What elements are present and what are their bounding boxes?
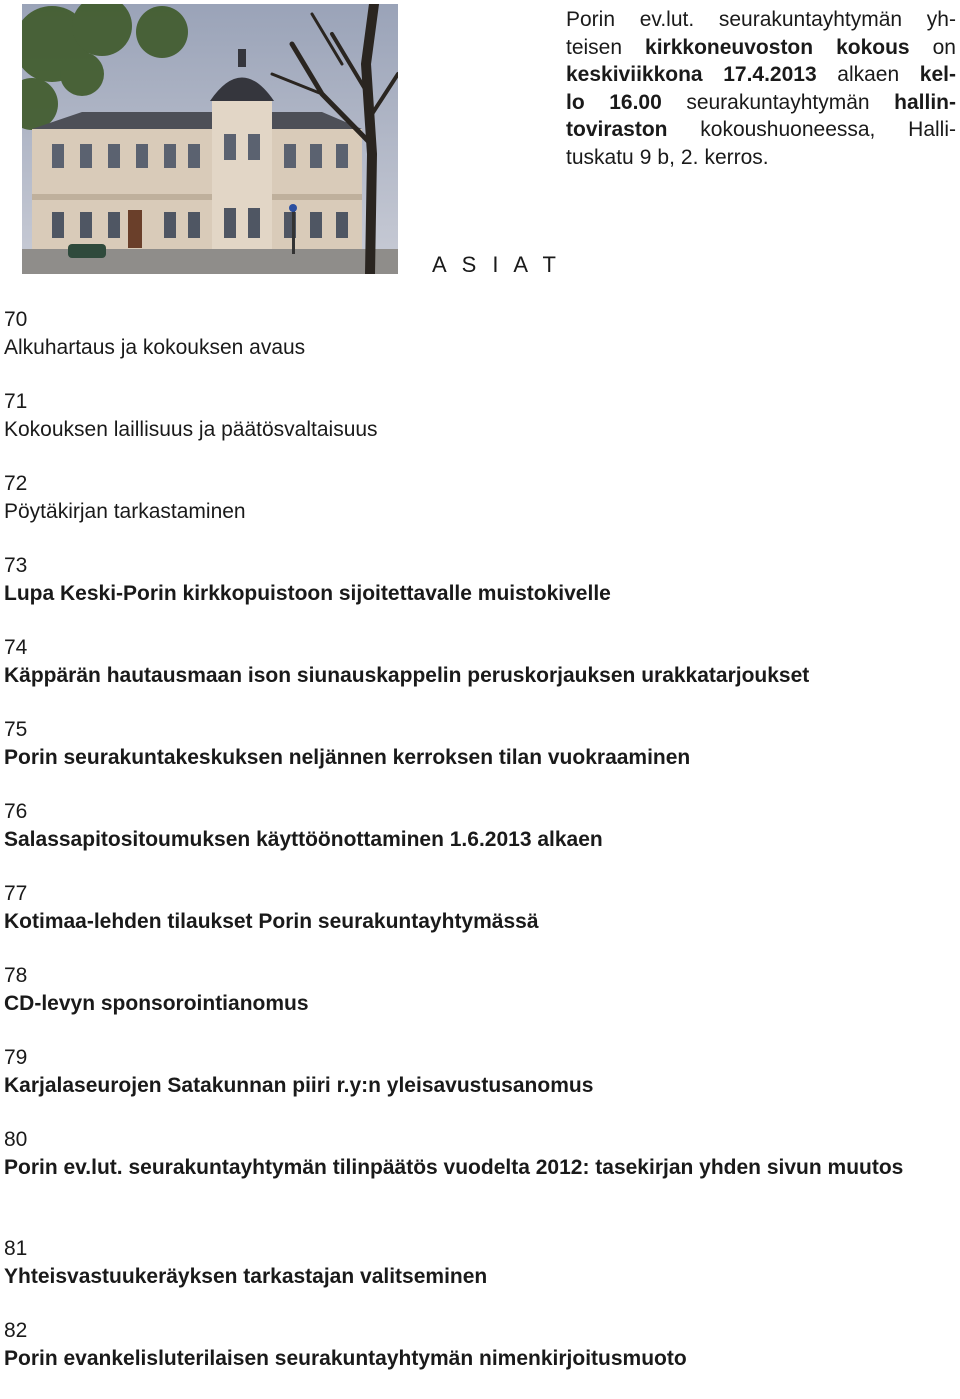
agenda-item-title: Porin evankelisluterilaisen seurakuntayhtymän nimenkirjoitusmuoto <box>4 1346 687 1370</box>
agenda-item <box>4 962 956 1044</box>
announcement-word: kirkkoneuvoston <box>645 35 814 59</box>
agenda-item <box>4 388 956 470</box>
building-illustration <box>22 4 398 274</box>
agenda-item <box>4 1317 956 1399</box>
announcement-word: Halli- <box>908 118 956 141</box>
announcement-line <box>566 144 956 172</box>
announcement-word: 17.4.2013 <box>723 63 817 86</box>
agenda-item-number: 78 <box>4 964 28 987</box>
agenda-item-title: Porin ev.lut. seurakuntayhtymän tilinpäätös vuodelta 2012: tasekirjan yhden sivun muutos <box>4 1155 904 1179</box>
agenda-item-title: Kokouksen laillisuus ja päätösvaltaisuus <box>4 417 378 441</box>
agenda-item-title: Pöytäkirjan tarkastaminen <box>4 499 246 523</box>
announcement-word: toviraston <box>566 118 668 141</box>
announcement-word: teisen <box>566 35 623 59</box>
announcement-line <box>566 89 956 117</box>
agenda-item-number: 75 <box>4 718 28 741</box>
agenda-item-title: Lupa Keski-Porin kirkkopuistoon sijoitettavalle muistokivelle <box>4 581 611 605</box>
agenda-item-number: 76 <box>4 800 28 823</box>
announcement-word: b, <box>657 145 675 169</box>
agenda-item <box>4 1126 956 1235</box>
agenda-item-number: 82 <box>4 1319 28 1342</box>
announcement-word: Porin <box>566 8 616 31</box>
agenda-item-number: 74 <box>4 636 28 659</box>
agenda-item-title: Kotimaa-lehden tilaukset Porin seurakuntayhtymässä <box>4 909 539 933</box>
announcement-word: yh- <box>926 8 956 31</box>
agenda-item-number: 72 <box>4 472 28 495</box>
announcement-word: seurakuntayhtymän <box>718 8 903 31</box>
announcement-word: 2. <box>680 145 699 169</box>
agenda-item <box>4 634 956 716</box>
agenda-item-number: 79 <box>4 1046 28 1069</box>
agenda-item <box>4 306 956 388</box>
announcement-word: seurakuntayhtymän <box>686 90 870 114</box>
agenda-item-number: 81 <box>4 1237 28 1260</box>
announcement-line <box>566 61 956 89</box>
announcement-word: alkaen <box>837 63 900 86</box>
agenda-item-title: Yhteisvastuukeräyksen tarkastajan valitseminen <box>4 1264 488 1288</box>
agenda-item <box>4 1044 956 1126</box>
agenda-item <box>4 880 956 962</box>
agenda-item <box>4 470 956 552</box>
announcement-word: ev.lut. <box>639 8 695 31</box>
meeting-announcement <box>566 6 956 171</box>
announcement-line <box>566 34 956 62</box>
announcement-word: keskiviikkona <box>566 63 703 86</box>
agenda-item-title: Porin seurakuntakeskuksen neljännen kerroksen tilan vuokraaminen <box>4 745 691 769</box>
agenda-item-number: 71 <box>4 390 28 413</box>
announcement-word: 16.00 <box>609 90 662 114</box>
announcement-word: kerros. <box>704 145 769 169</box>
announcement-word: kokous <box>836 35 910 59</box>
building-photo <box>22 4 398 274</box>
announcement-word: lo <box>566 90 585 114</box>
agenda-heading: A S I A T <box>432 252 561 277</box>
announcement-line <box>566 6 956 34</box>
announcement-word: hallin- <box>894 90 956 114</box>
agenda-item-title: Alkuhartaus ja kokouksen avaus <box>4 335 306 359</box>
agenda-item-title: CD-levyn sponsorointianomus <box>4 991 309 1015</box>
agenda-list <box>4 306 956 1399</box>
agenda-item <box>4 552 956 634</box>
agenda-item <box>4 798 956 880</box>
agenda-item-title: Salassapitositoumuksen käyttöönottaminen 1.6.2013 alkaen <box>4 827 603 851</box>
announcement-word: 9 <box>639 145 652 169</box>
agenda-item-number: 80 <box>4 1128 28 1151</box>
agenda-item-number: 70 <box>4 308 28 331</box>
announcement-word: on <box>932 35 956 59</box>
agenda-item-title: Käppärän hautausmaan ison siunauskappelin peruskorjauksen urakkatarjoukset <box>4 663 810 687</box>
announcement-line <box>566 116 956 144</box>
announcement-word: tuskatu <box>566 145 634 169</box>
agenda-item <box>4 716 956 798</box>
announcement-word: kokoushuoneessa, <box>700 118 876 141</box>
agenda-item <box>4 1235 956 1317</box>
announcement-word: kel- <box>919 63 956 86</box>
agenda-item-title: Karjalaseurojen Satakunnan piiri r.y:n yleisavustusanomus <box>4 1073 594 1097</box>
agenda-item-number: 77 <box>4 882 28 905</box>
agenda-item-number: 73 <box>4 554 28 577</box>
